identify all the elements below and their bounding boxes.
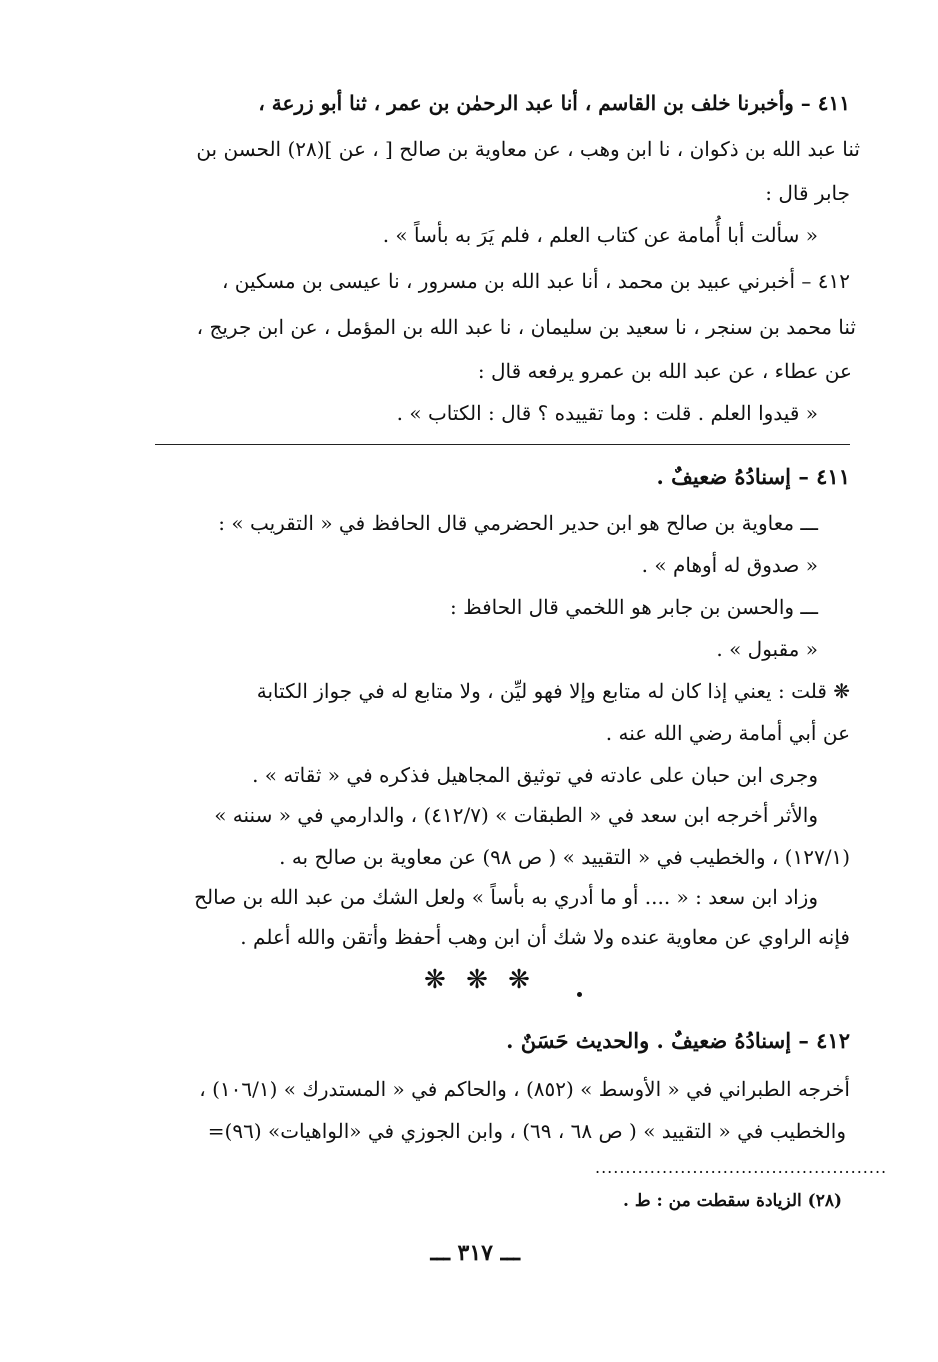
commentary-412-line-1: أخرجه الطبراني في « الأوسط » (٨٥٢) ، والحاكم في « المستدرك » (١٠٦/١) ، — [199, 1077, 850, 1101]
commentary-411-line-6: عن أبي أمامة رضي الله عنه . — [605, 721, 850, 745]
commentary-411-line-7: وجرى ابن حبان على عادته في توثيق المجاهيل فذكره في « ثقاته » . — [252, 763, 818, 787]
hadith-411-quote: « سألت أبا أُمامة عن كتاب العلم ، فلم يَرَ به بأساً » . — [382, 223, 818, 247]
dotted-leader: ................................................ — [595, 1158, 888, 1177]
separator-stars: ❋ ❋ ❋ — [424, 965, 536, 995]
commentary-412-line-2: والخطيب في « التقييد » ( ص ٦٨ ، ٦٩) ، وابن الجوزي في «الواهيات» (٩٦)= — [207, 1119, 846, 1143]
commentary-411-line-3: ـــ والحسن بن جابر هو اللخمي قال الحافظ : — [450, 595, 818, 619]
section-divider — [155, 444, 850, 445]
commentary-411-line-11: فإنه الراوي عن معاوية عنده ولا شك أن ابن وهب أحفظ وأتقن والله أعلم . — [240, 925, 850, 949]
hadith-412-line-1: ٤١٢ – أخبرني عبيد بن محمد ، أنا عبد الله بن مسرور ، نا عيسى بن مسكين ، — [221, 269, 850, 293]
commentary-411-line-9: (١٢٧/١) ، والخطيب في « التقييد » ( ص ٩٨) عن معاوية بن صالح به . — [279, 845, 850, 869]
hadith-412-line-2: ثنا محمد بن سنجر ، نا سعيد بن سليمان ، نا عبد الله بن المؤمل ، عن ابن جريج ، — [196, 315, 856, 339]
hadith-411-line-2: ثنا عبد الله بن ذكوان ، نا ابن وهب ، عن معاوية بن صالح [ ، عن ](٢٨) الحسن بن — [196, 137, 860, 161]
page-number: ـــ ٣١٧ ـــ — [430, 1240, 520, 1266]
hadith-412-line-3: عن عطاء ، عن عبد الله بن عمرو يرفعه قال : — [477, 359, 852, 383]
hadith-411-line-1: ٤١١ – وأخبرنا خلف بن القاسم ، أنا عبد الرحمٰن بن عمر ، ثنا أبو زرعة ، — [258, 91, 850, 115]
commentary-411-line-5: ❋ قلت : يعني إذا كان له متابع وإلا فهو ليِّن ، ولا متابع له في جواز الكتابة — [256, 679, 850, 703]
commentary-411-line-2: « صدوق له أوهام » . — [641, 553, 818, 577]
hadith-412-quote: « قيدوا العلم . قلت : وما تقييده ؟ قال : الكتاب » . — [396, 401, 818, 425]
commentary-411-line-8: والأثر أخرجه ابن سعد في « الطبقات » (٤١٢/٧) ، والدارمي في « سننه » — [214, 803, 818, 827]
commentary-411-line-10: وزاد ابن سعد : « .... أو ما أدري به بأساً » ولعل الشك من عبد الله بن صالح — [194, 885, 818, 909]
commentary-411-line-4: « مقبول » . — [716, 637, 818, 661]
commentary-411-heading: ٤١١ – إسنادُهُ ضعيفٌ . — [656, 464, 850, 489]
separator-dot — [577, 992, 582, 997]
footnote: (٢٨) الزيادة سقطت من : ط . — [623, 1191, 842, 1211]
commentary-411-line-1: ـــ معاوية بن صالح هو ابن حدير الحضرمي قال الحافظ في « التقريب » : — [218, 511, 818, 535]
hadith-411-line-3: جابر قال : — [765, 181, 850, 205]
commentary-412-heading: ٤١٢ – إسنادُهُ ضعيفٌ . والحديث حَسَنٌ . — [506, 1028, 850, 1053]
